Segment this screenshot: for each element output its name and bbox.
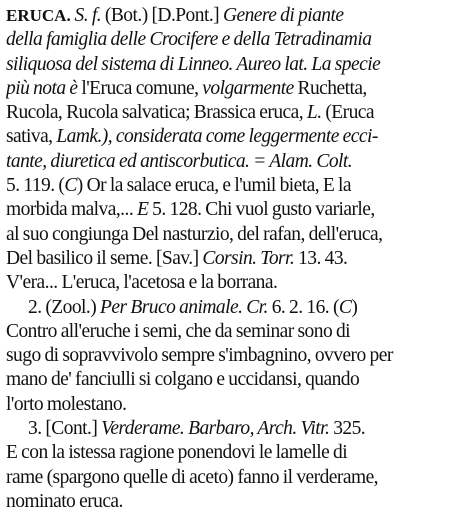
text-segment: ) Or la salace eruca, e l'umil bieta, E la: [76, 175, 352, 197]
entry-line: [6, 344, 468, 368]
text-segment: Ruchetta,: [293, 77, 367, 99]
text-segment: E con la istessa ragione ponendovi le lamelle di: [6, 442, 348, 464]
text-segment: C: [338, 296, 352, 318]
text-segment: Genere di piante: [222, 5, 344, 26]
entry-line: [6, 490, 468, 514]
text-segment: mano de' fanciulli si colgano e uccidansi, quando: [6, 369, 360, 391]
headword: ERUCA.: [6, 6, 71, 25]
entry-line: [6, 417, 468, 441]
text-segment: 5. 128. Chi vuol gusto variarle,: [148, 199, 375, 221]
text-segment: l'Eruca comune,: [81, 77, 203, 99]
text-segment: 6. 2. 16. (: [267, 296, 339, 318]
text-segment: Corsin. Torr.: [202, 247, 295, 269]
entry-line: [6, 198, 468, 222]
text-segment: (Bot.) [D.Pont.]: [101, 5, 223, 26]
text-segment: rame (spargono quelle di aceto) fanno il verderame,: [6, 466, 378, 488]
entry-line: [6, 4, 468, 28]
text-segment: V'era... L'eruca, l'acetosa e la borrana.: [6, 272, 278, 294]
text-segment: della famiglia delle Crocifere e della Tetradinamia: [6, 29, 372, 51]
text-segment: Rucola, Rucola salvatica; Brassica eruca,: [6, 102, 307, 124]
text-segment: 5. 119. (: [6, 175, 65, 197]
text-segment: l'orto molestano.: [6, 393, 127, 415]
entry-line: [6, 101, 468, 125]
text-segment: sativa,: [6, 126, 57, 148]
text-segment: 13. 43.: [294, 247, 348, 269]
text-segment: 325.: [329, 418, 366, 440]
entry-line: [6, 296, 468, 320]
entry-line: [6, 441, 468, 465]
text-segment: al suo congiunga Del nasturzio, del rafan, dell'eruca,: [6, 223, 383, 245]
text-segment: S. f.: [74, 5, 102, 26]
entry-line: [6, 53, 468, 77]
text-segment: ): [351, 296, 358, 318]
text-segment: siliquosa del sistema di Linneo. Aureo lat. La specie: [6, 53, 381, 75]
text-segment: volgarmente: [202, 77, 294, 99]
text-segment: L.: [306, 102, 322, 124]
entry-line: [6, 368, 468, 392]
entry-line: [6, 125, 468, 149]
text-segment: Lamk.), considerata come leggermente ecci-: [56, 126, 378, 148]
text-segment: Del basilico il seme. [Sav.]: [6, 247, 203, 269]
text-segment: Verderame. Barbaro, Arch. Vitr.: [101, 418, 330, 440]
text-segment: E: [136, 199, 149, 221]
entry-line: [6, 77, 468, 101]
text-segment: morbida malva,...: [6, 199, 137, 221]
entry-line: [6, 393, 468, 417]
entry-line: [6, 320, 468, 344]
entry-line: [6, 28, 468, 52]
entry-line: [6, 150, 468, 174]
text-segment: sugo di sopravvivolo sempre s'imbagnino, ovvero per: [6, 345, 393, 367]
entry-line: [6, 271, 468, 295]
entry-line: [6, 247, 468, 271]
text-segment: 2. (Zool.): [28, 296, 101, 318]
entry-line: [6, 223, 468, 247]
text-segment: 3. [Cont.]: [28, 418, 102, 440]
dictionary-entry: [6, 4, 468, 514]
text-segment: nominato eruca.: [6, 490, 123, 512]
text-segment: Contro all'eruche i semi, che da seminar sono di: [6, 320, 351, 342]
text-segment: Per Bruco animale. Cr.: [100, 296, 268, 318]
entry-line: [6, 174, 468, 198]
text-segment: tante, diuretica ed antiscorbutica. = Alam. Colt.: [6, 150, 353, 172]
text-segment: (Eruca: [321, 102, 375, 124]
entry-line: [6, 466, 468, 490]
text-segment: C: [64, 175, 77, 197]
text-segment: più nota è: [6, 77, 82, 99]
